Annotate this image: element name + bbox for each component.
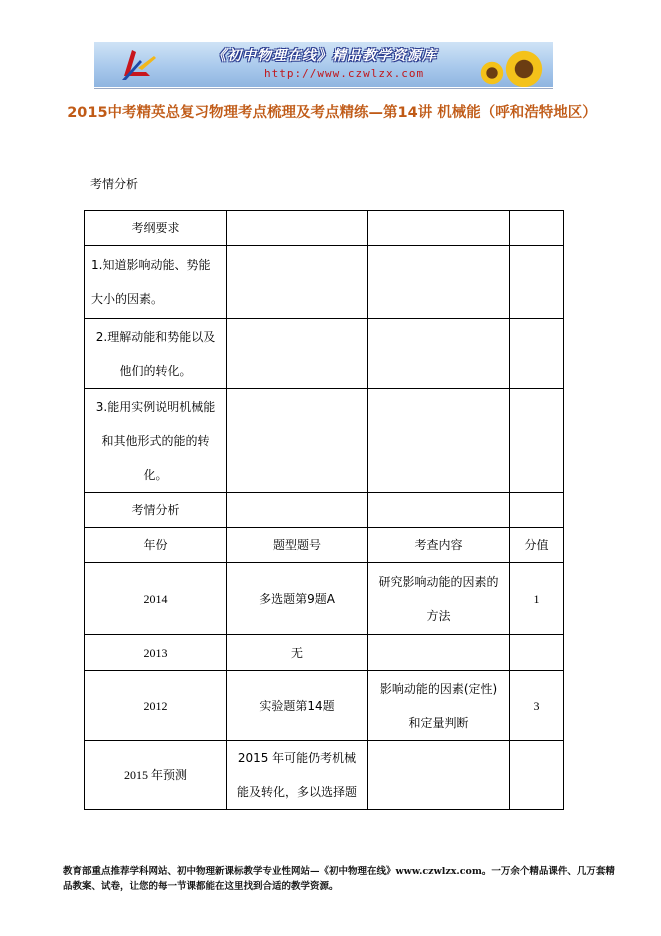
table-cell [368,493,510,528]
column-header-content: 考查内容 [368,528,510,563]
column-header-score: 分值 [510,528,564,563]
site-logo [102,46,162,84]
requirement-1: 1.知道影响动能、势能大小的因素。 [85,246,227,319]
table-row [85,741,564,810]
table-cell [368,389,510,493]
cell-type: 2015 年可能仍考机械能及转化，多以选择题 [227,741,368,810]
column-header-year: 年份 [85,528,227,563]
table-row [85,671,564,741]
cell-type: 实验题第14题 [227,671,368,741]
section-heading: 考情分析 [90,177,139,191]
table-cell [368,246,510,319]
table-cell [510,211,564,246]
table-cell [510,319,564,389]
cell-year: 2012 [85,671,227,741]
table-row [85,493,564,528]
table-row [85,319,564,389]
requirement-3: 3.能用实例说明机械能和其他形式的能的转化。 [85,389,227,493]
exam-analysis-table [84,210,564,810]
table-cell [227,493,368,528]
table-cell [227,211,368,246]
table-row [85,389,564,493]
column-header-type: 题型题号 [227,528,368,563]
cell-year: 2015 年预测 [85,741,227,810]
cell-content [368,635,510,671]
document-title: 2015中考精英总复习物理考点梳理及考点精练—第14讲 机械能（呼和浩特地区） [67,105,597,121]
header-divider [94,88,553,89]
cell-content: 研究影响动能的因素的方法 [368,563,510,635]
table-row [85,246,564,319]
requirement-2: 2.理解动能和势能以及他们的转化。 [85,319,227,389]
table-header-row [85,528,564,563]
table-row [85,563,564,635]
sunflower-image [479,60,505,86]
cell-score [510,635,564,671]
requirements-header: 考纲要求 [85,211,227,246]
table-cell [510,389,564,493]
cell-year: 2014 [85,563,227,635]
table-cell [368,319,510,389]
cell-content: 影响动能的因素(定性)和定量判断 [368,671,510,741]
sunflower-image-large [503,48,545,87]
cell-year: 2013 [85,635,227,671]
table-row [85,635,564,671]
cell-score: 3 [510,671,564,741]
table-row [85,211,564,246]
analysis-header: 考情分析 [85,493,227,528]
banner-title: 《初中物理在线》精品教学资源库 [212,48,437,64]
cell-score [510,741,564,810]
table-cell [368,211,510,246]
footer-text: 教育部重点推荐学科网站、初中物理新课标教学专业性网站—《初中物理在线》www.czwlzx.com。一万余个精品课件、几万套精品教案、试卷，让您的每一节课都能在这里找到合适的教学资源。 [63,866,615,892]
cell-type: 无 [227,635,368,671]
header-banner [94,42,553,87]
table-cell [227,319,368,389]
cell-score: 1 [510,563,564,635]
cell-content [368,741,510,810]
table-cell [510,246,564,319]
table-cell [227,246,368,319]
banner-url: http://www.czwlzx.com [264,67,425,80]
cell-type: 多选题第9题A [227,563,368,635]
table-cell [510,493,564,528]
table-cell [227,389,368,493]
